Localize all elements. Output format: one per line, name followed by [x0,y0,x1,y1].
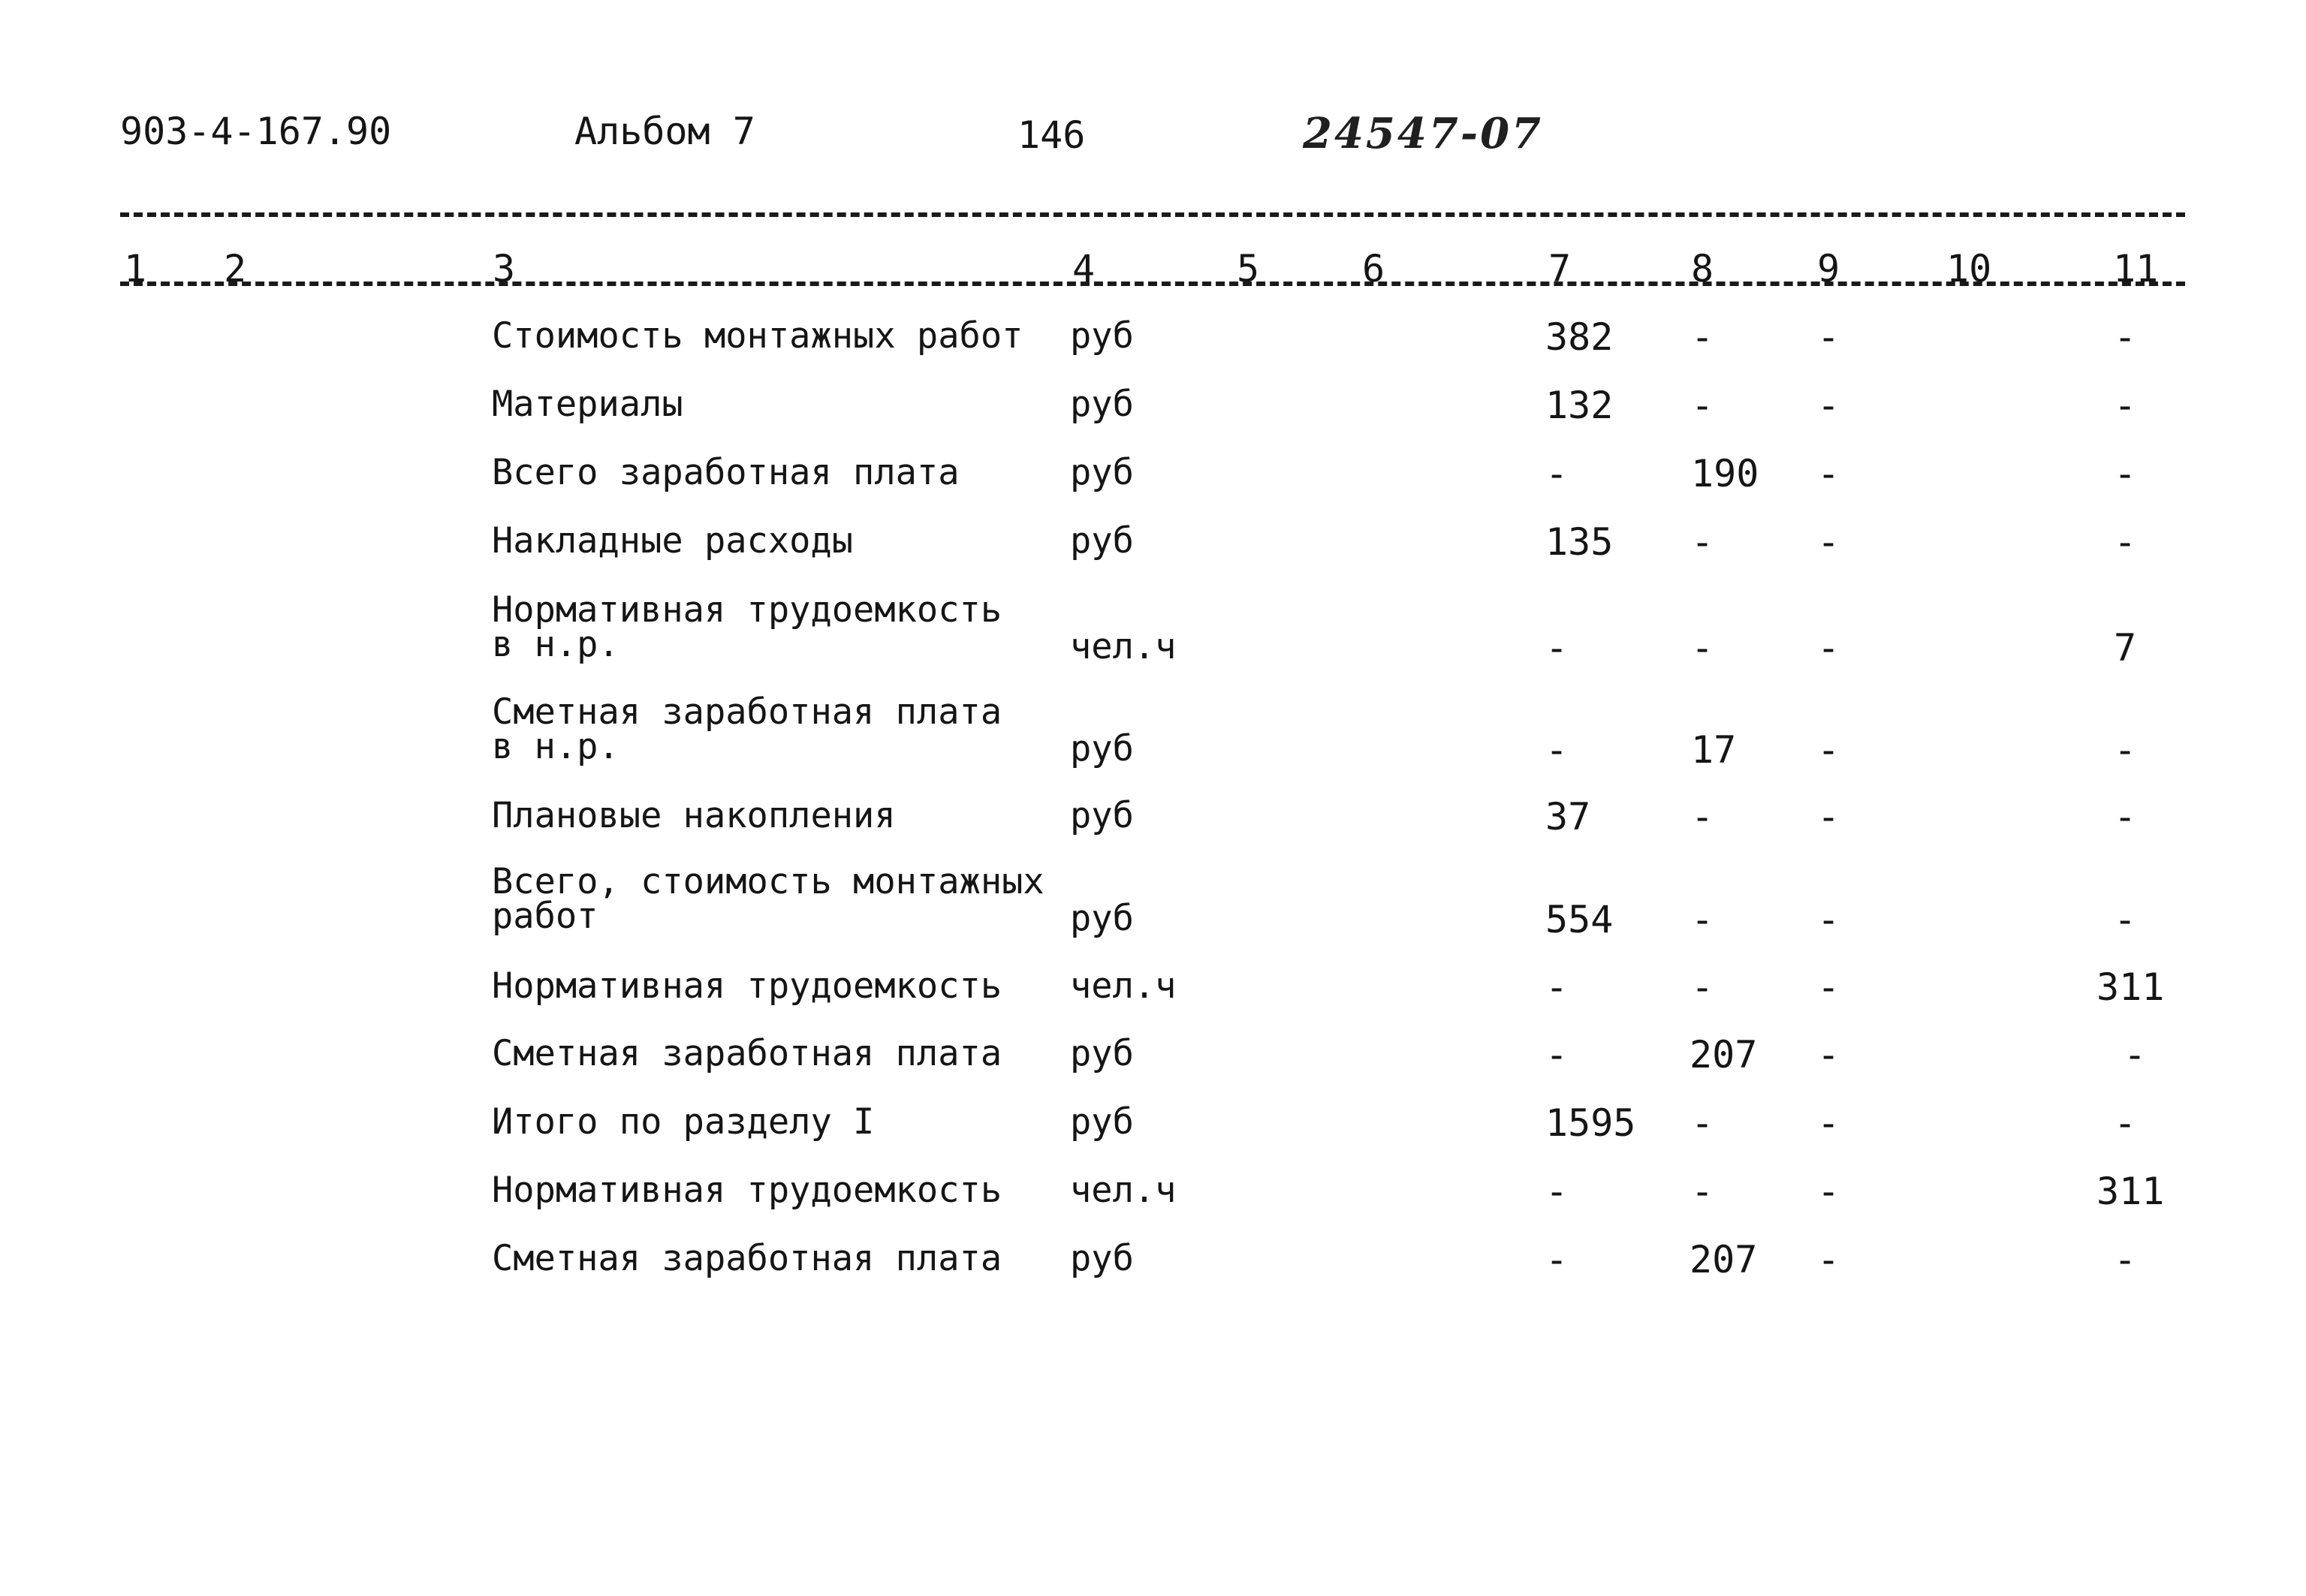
row-col7: 135 [1545,520,1614,564]
row-col9: - [1817,1238,1840,1281]
row-name: Нормативная трудоемкость в н.р. [492,589,1002,665]
row-unit: чел.ч [1070,965,1177,1007]
row-col8: 17 [1691,728,1737,772]
row-unit: руб [1070,452,1134,493]
row-unit: чел.ч [1070,1170,1177,1211]
row-col11: - [2114,315,2137,359]
row-col8: - [1691,898,1714,941]
row-name: Нормативная трудоемкость [492,965,1002,1007]
row-name: Плановые накопления [492,795,896,836]
row-col9: - [1817,520,1840,564]
row-col11: - [2114,795,2137,839]
row-col7: - [1545,728,1569,772]
row-col9: - [1817,315,1840,359]
row-col11: - [2114,1238,2137,1281]
row-col9: - [1817,452,1840,495]
document-code: 903-4-167.90 [120,110,392,153]
row-col9: - [1817,1170,1840,1213]
row-col7: 37 [1545,795,1591,839]
row-col11: - [2114,452,2137,495]
row-col11: - [2114,384,2137,427]
row-col9: - [1817,384,1840,427]
column-number: 8 [1691,247,1714,291]
row-name: Сметная заработная плата [492,1238,1002,1279]
column-number: 7 [1548,247,1572,291]
row-name: Итого по разделу I [492,1101,875,1143]
row-name: Всего, стоимость монтажных работ [492,861,1044,937]
row-col7: - [1545,1238,1569,1281]
row-col9: - [1817,898,1840,941]
row-unit: руб [1070,795,1134,836]
row-col9: - [1817,1101,1840,1145]
row-name: Сметная заработная плата [492,1033,1002,1074]
column-number: 4 [1072,247,1096,291]
row-name: Сметная заработная плата в н.р. [492,691,1002,767]
row-col9: - [1817,728,1840,772]
row-col7: - [1545,965,1569,1009]
column-number: 5 [1237,247,1260,291]
row-unit: руб [1070,728,1134,769]
row-col7: - [1545,1170,1569,1213]
row-name: Материалы [492,384,683,425]
column-number: 2 [224,247,247,291]
row-unit: руб [1070,384,1134,425]
row-col8: 190 [1691,452,1759,495]
page-number: 146 [1017,113,1086,157]
row-col11: - [2124,1033,2147,1077]
row-name: Накладные расходы [492,520,854,562]
row-col8: - [1691,795,1714,839]
row-col9: - [1817,1033,1840,1077]
row-col7: - [1545,626,1569,670]
row-col9: - [1817,795,1840,839]
row-col7: - [1545,452,1569,495]
column-number: 1 [124,247,147,291]
row-col11: 311 [2097,1170,2165,1213]
row-col8: 207 [1690,1033,1758,1077]
row-col8: - [1691,965,1714,1009]
row-unit: руб [1070,1238,1134,1279]
row-col8: - [1691,1101,1714,1145]
row-col7: 132 [1545,384,1614,427]
row-unit: руб [1070,898,1134,939]
row-unit: руб [1070,520,1134,562]
row-unit: руб [1070,1033,1134,1074]
row-unit: чел.ч [1070,626,1177,667]
row-col11: - [2114,520,2137,564]
row-col9: - [1817,626,1840,670]
row-unit: руб [1070,315,1134,357]
row-col7: 382 [1545,315,1614,359]
column-number: 11 [2113,247,2159,291]
row-col7: 554 [1545,898,1614,941]
row-name: Всего заработная плата [492,452,960,493]
row-col8: - [1691,1170,1714,1213]
inventory-number: 24547-07 [1303,109,1543,158]
row-name: Стоимость монтажных работ [492,315,1023,357]
row-unit: руб [1070,1101,1134,1143]
row-col8: - [1691,384,1714,427]
row-col11: - [2114,1101,2137,1145]
column-number: 3 [493,247,516,291]
column-number: 9 [1817,247,1840,291]
album-label: Альбом 7 [574,110,755,153]
column-number: 6 [1362,247,1385,291]
row-col11: 7 [2114,626,2137,670]
column-number: 10 [1946,247,1992,291]
row-col11: 311 [2097,965,2165,1009]
column-header-dashed-rule [120,282,2185,286]
row-col11: - [2114,728,2137,772]
row-col7: - [1545,1033,1569,1077]
row-col9: - [1817,965,1840,1009]
row-name: Нормативная трудоемкость [492,1170,1002,1211]
row-col8: 207 [1690,1238,1758,1281]
row-col11: - [2114,898,2137,941]
row-col8: - [1691,626,1714,670]
row-col8: - [1691,315,1714,359]
row-col8: - [1691,520,1714,564]
top-dashed-rule [120,212,2185,217]
row-col7: 1595 [1545,1101,1636,1145]
